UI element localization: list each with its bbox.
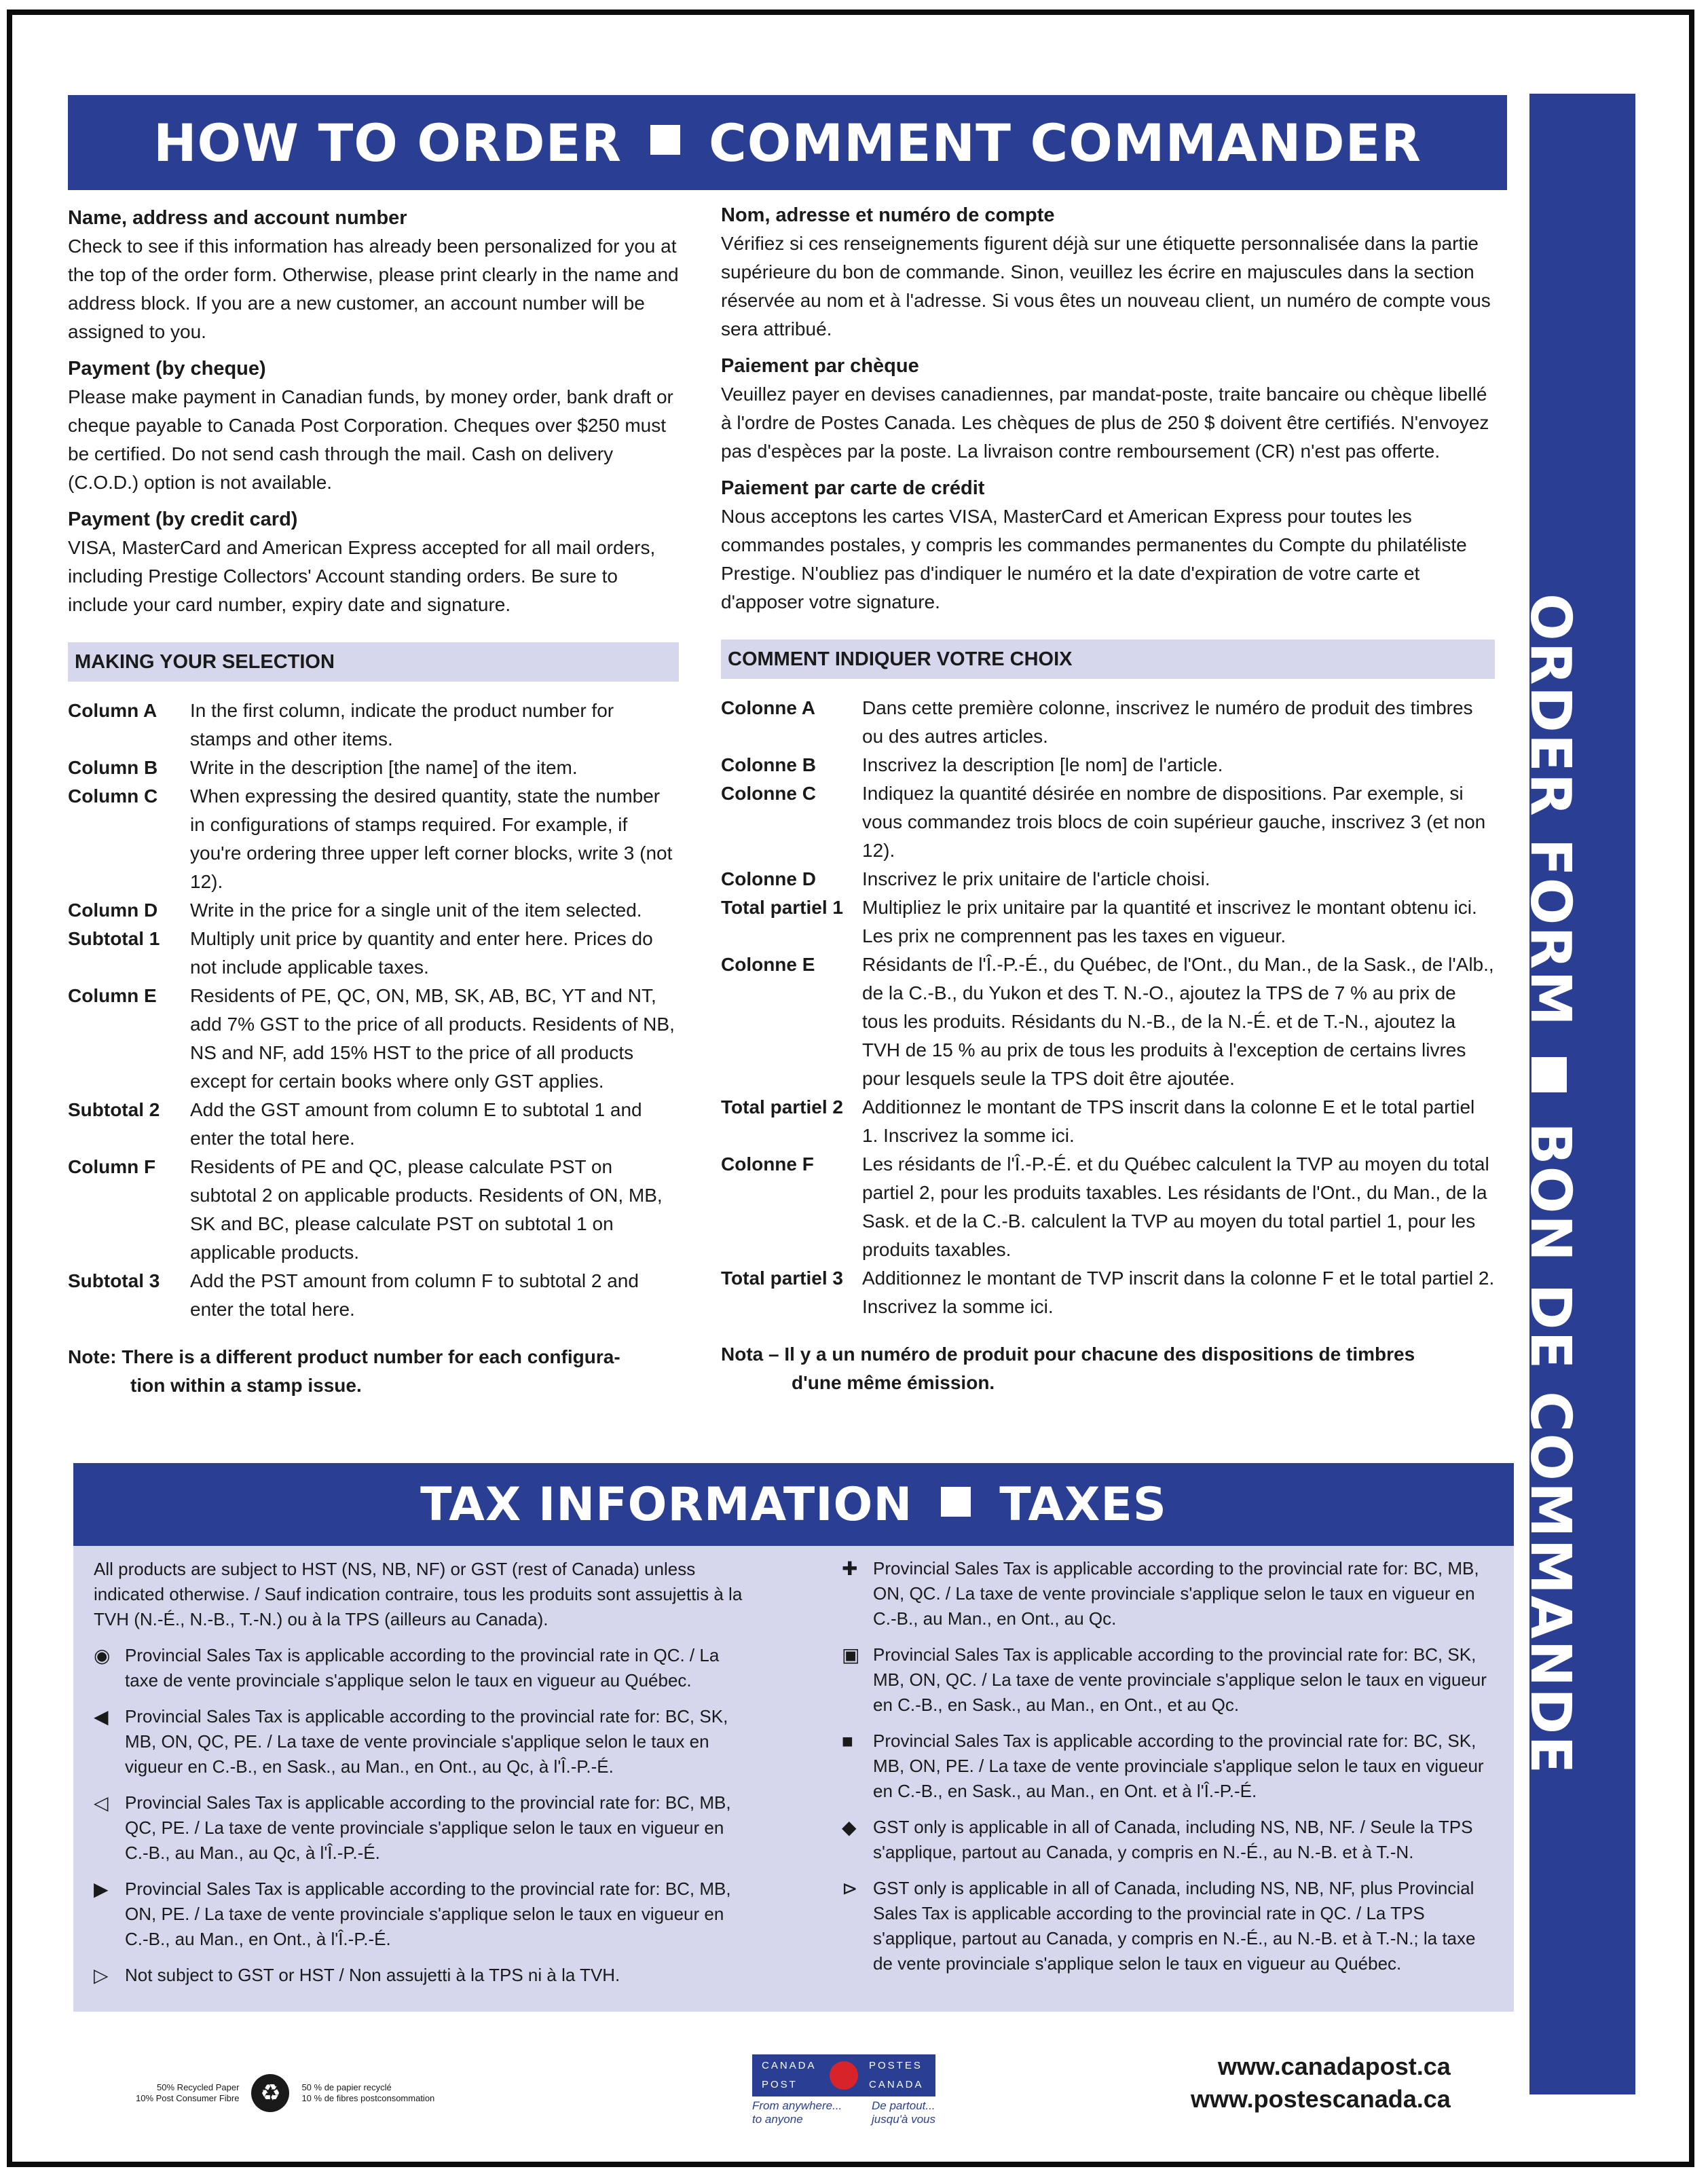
section-heading: Paiement par carte de crédit — [721, 477, 985, 499]
tax-title-en: TAX INFORMATION — [420, 1477, 913, 1532]
row-text: Additionnez le montant de TVP inscrit dans la colonne F et le total partiel 2. Inscrivez la somme ici. — [862, 1268, 1495, 1317]
tax-legend-right — [842, 1556, 1493, 1987]
tax-legend-text: GST only is applicable in all of Canada, including NS, NB, NF, plus Provincial Sales Tax is applicable according to the provincial rate in QC. / La TPS s'applique, partout au Canada, y compris en N.-É., au N.-B. et à T.-N.; la taxe de vente provinciale s'applique selon le taux en vigueur au Québec. — [873, 1878, 1476, 1974]
row-text: Les résidants de l'Î.-P.-É. et du Québec calculent la TVP au moyen du total partiel 2, pour les produits taxables. Les résidants de l'Ont., du Man., de la Sask. et de la C.-B. calculent la TVP au moyen du total partiel 1, pour les produits taxables. — [862, 1153, 1489, 1260]
row-label: Total partiel 3 — [721, 1268, 843, 1289]
circle-dot-icon: ◉ — [94, 1645, 111, 1666]
row-text: Add the GST amount from column E to subtotal 1 and enter the total here. — [190, 1099, 642, 1149]
instruction-row — [68, 697, 679, 754]
section-heading: Payment (by credit card) — [68, 509, 298, 530]
instruction-row — [721, 751, 1495, 779]
tax-legend-text: GST only is applicable in all of Canada, including NS, NB, NF. / Seule la TPS s'applique, partout au Canada, y compris en N.-É., au N.-B. et à T.-N. — [873, 1817, 1473, 1862]
tax-legend-text: Provincial Sales Tax is applicable according to the provincial rate for: BC, SK, MB, ON, PE. / La taxe de vente provinciale s'applique selon le taux en vigueur en C.-B., en Sask., au Man., en Ont. et à l'Î.-P.-É. — [873, 1731, 1484, 1801]
section-heading: Name, address and account number — [68, 207, 407, 229]
row-text: Residents of PE and QC, please calculate PST on subtotal 2 on applicable products. Residents of ON, MB, SK and BC, please calculate PST on subtotal 1 on applicable products. — [190, 1156, 663, 1263]
section-body: Nous acceptons les cartes VISA, MasterCard et American Express pour toutes les commandes postales, y compris les commandes permanentes du Compte du philatéliste Prestige. N'oubliez pas d'indiquer le numéro et la date d'expiration de votre carte et d'apposer votre signature. — [721, 506, 1467, 612]
square-separator-icon — [1531, 1057, 1567, 1092]
row-text: Additionnez le montant de TPS inscrit dans la colonne E et le total partiel 1. Inscrivez la somme ici. — [862, 1096, 1475, 1146]
row-text: Write in the description [the name] of the item. — [190, 757, 578, 778]
banner-title-fr: COMMENT COMMANDER — [709, 112, 1422, 173]
product-number-note — [721, 1340, 1495, 1397]
section-body: VISA, MasterCard and American Express accepted for all mail orders, including Prestige Collectors' Account standing orders. Be sure to include your card number, expiry date and signature. — [68, 537, 656, 615]
section-heading: Payment (by cheque) — [68, 358, 266, 380]
row-label: Colonne E — [721, 954, 815, 975]
row-text: Multipliez le prix unitaire par la quantité et inscrivez le montant obtenu ici. Les prix ne comprennent pas les taxes en vigueur. — [862, 897, 1477, 946]
solid-square-icon: ■ — [842, 1731, 853, 1752]
tax-legend-text: Provincial Sales Tax is applicable according to the provincial rate in QC. / La taxe de vente provinciale s'applique selon le taux en vigueur au Québec. — [125, 1645, 720, 1691]
instruction-row — [721, 694, 1495, 751]
url-en-link[interactable]: www.canadapost.ca — [1218, 2052, 1451, 2080]
note-line: Nota – Il y a un numéro de produit pour chacune des dispositions de timbres — [721, 1344, 1415, 1365]
tax-title-fr: TAXES — [999, 1477, 1167, 1532]
tax-legend-item — [842, 1729, 1493, 1804]
tax-legend-item — [94, 1643, 745, 1693]
tax-legend-item — [94, 1963, 745, 1988]
row-label: Column F — [68, 1156, 156, 1177]
diamond-icon: ◆ — [842, 1817, 857, 1838]
tax-legend-item — [842, 1876, 1493, 1976]
section-body: Please make payment in Canadian funds, by money order, bank draft or cheque payable to Canada Post Corporation. Cheques over $250 must be certified. Do not send cash through the mail. Cash on delivery (C.O.D.) option is not available. — [68, 386, 673, 493]
recycled-text-fr — [301, 2082, 434, 2104]
instruction-row — [721, 1093, 1495, 1150]
outline-left-triangle-icon: ◁ — [94, 1792, 109, 1813]
recycle-icon: ♻ — [251, 2074, 289, 2112]
row-label: Subtotal 1 — [68, 928, 160, 949]
instruction-row — [68, 1267, 679, 1324]
canada-post-logo — [752, 2054, 935, 2126]
row-text: Inscrivez la description [le nom] de l'article. — [862, 754, 1223, 775]
banner-title-en: HOW TO ORDER — [153, 112, 622, 173]
row-text: Inscrivez le prix unitaire de l'article choisi. — [862, 868, 1210, 889]
section-body: Veuillez payer en devises canadiennes, par mandat-poste, traite bancaire ou chèque libellé à l'ordre de Postes Canada. Les chèques de plus de 250 $ doivent être certifiés. N'envoyez pas d'espèces par la poste. La livraison contre remboursement (CR) n'est pas offerte. — [721, 384, 1489, 462]
tagline-line: De partout... — [872, 2099, 935, 2112]
row-label: Column D — [68, 900, 158, 921]
recycled-line: 10% Post Consumer Fibre — [136, 2093, 240, 2103]
url-fr-link[interactable]: www.postescanada.ca — [1191, 2085, 1451, 2113]
logo-word: POST — [762, 2079, 798, 2090]
instruction-row — [68, 1096, 679, 1153]
row-label: Total partiel 2 — [721, 1096, 843, 1117]
recycled-text-en — [136, 2082, 239, 2104]
solid-left-triangle-icon: ◀ — [94, 1706, 109, 1727]
canada-post-emblem-icon — [830, 2061, 858, 2090]
tax-legend-text: Provincial Sales Tax is applicable according to the provincial rate for: BC, MB, ON, PE. / La taxe de vente provinciale s'applique selon le taux en vigueur en C.-B., au Man., en Ont., à l'Î.-P.-É. — [125, 1879, 731, 1949]
side-banner-title-fr: BON DE COMMANDE — [1518, 1122, 1582, 1775]
tax-intro: All products are subject to HST (NS, NB, NF) or GST (rest of Canada) unless indicated otherwise. / Sauf indication contraire, tous les produits sont assujettis à la TVH (N.-É., N.-B., T.-N.) ou à la TPS (ailleurs au Canada). — [94, 1559, 743, 1629]
solid-right-triangle-icon: ▶ — [94, 1879, 109, 1900]
note-line: Note: There is a different product number for each configura- — [68, 1346, 620, 1367]
tagline-line: From anywhere... — [752, 2099, 842, 2112]
instruction-row — [68, 896, 679, 925]
instruction-row — [721, 865, 1495, 893]
instruction-row — [68, 782, 679, 896]
square-separator-icon — [941, 1487, 971, 1517]
tax-legend-item — [842, 1556, 1493, 1631]
logo-word: POSTES — [869, 2060, 923, 2071]
plus-icon: ✚ — [842, 1558, 858, 1579]
section-heading: Nom, adresse et numéro de compte — [721, 204, 1055, 226]
english-instructions — [68, 204, 679, 1400]
square-dot-icon: ▣ — [842, 1644, 860, 1665]
square-separator-icon — [650, 125, 680, 155]
side-banner-title — [1518, 593, 1582, 1775]
selection-heading: MAKING YOUR SELECTION — [68, 642, 679, 682]
row-label: Colonne B — [721, 754, 816, 775]
tax-legend-text: Provincial Sales Tax is applicable according to the provincial rate for: BC, SK, MB, ON, QC. / La taxe de vente provinciale s'applique selon le taux en vigueur en C.-B., en Sask., au Man., en Ont., et au Qc. — [873, 1644, 1487, 1715]
row-label: Column A — [68, 700, 157, 721]
tax-legend-text: Not subject to GST or HST / Non assujetti à la TPS ni à la TVH. — [125, 1965, 620, 1985]
row-label: Colonne D — [721, 868, 816, 889]
instruction-row — [721, 950, 1495, 1093]
recycled-paper-notice — [136, 2074, 434, 2112]
recycled-line: 50% Recycled Paper — [157, 2082, 240, 2092]
recycled-line: 10 % de fibres postconsommation — [301, 2093, 435, 2103]
instruction-row — [721, 1150, 1495, 1264]
product-number-note — [68, 1343, 679, 1400]
tax-legend-item — [842, 1815, 1493, 1865]
row-label: Subtotal 3 — [68, 1270, 160, 1291]
tax-legend-text: Provincial Sales Tax is applicable according to the provincial rate for: BC, SK, MB, ON, QC, PE. / La taxe de vente provinciale s'applique selon le taux en vigueur en C.-B., en Sask., au Man., en Ont., au Qc, à l'Î.-P.-É. — [125, 1706, 728, 1777]
row-label: Total partiel 1 — [721, 897, 843, 918]
outline-right-triangle-bar-icon: ⊳ — [842, 1878, 858, 1899]
row-text: In the first column, indicate the product number for stamps and other items. — [190, 700, 614, 750]
row-text: Residents of PE, QC, ON, MB, SK, AB, BC, YT and NT, add 7% GST to the price of all products. Residents of NB, NS and NF, add 15% HST to the price of all products except for certain books where only GST applies. — [190, 985, 675, 1092]
note-line: d'une même émission. — [792, 1372, 995, 1393]
section-heading: Paiement par chèque — [721, 355, 919, 377]
french-instructions — [721, 201, 1495, 1397]
row-label: Colonne C — [721, 783, 816, 804]
row-label: Subtotal 2 — [68, 1099, 160, 1120]
row-label: Column C — [68, 786, 158, 807]
instruction-row — [721, 779, 1495, 865]
selection-heading: COMMENT INDIQUER VOTRE CHOIX — [721, 640, 1495, 679]
instruction-row — [721, 1264, 1495, 1321]
logo-box — [752, 2054, 935, 2096]
instruction-row — [68, 754, 679, 782]
side-banner-title-en: ORDER FORM — [1518, 593, 1582, 1028]
row-text: Résidants de l'Î.-P.-É., du Québec, de l'Ont., du Man., de la Sask., de l'Alb., de la C.-B., du Yukon et des T. N.-O., ajoutez la TPS de 7 % au prix de tous les produits. Résidants du N.-B., de la N.-É. et de T.-N., ajoutez la TVH de 15 % au prix de tous les produits à l'exception de certains livres pour lesquels seule la TPS doit être ajoutée. — [862, 954, 1494, 1089]
row-text: Add the PST amount from column F to subtotal 2 and enter the total here. — [190, 1270, 639, 1320]
tagline-fr — [872, 2099, 935, 2126]
instruction-row — [68, 1153, 679, 1267]
row-text: Multiply unit price by quantity and enter here. Prices do not include applicable taxes. — [190, 928, 653, 978]
row-text: Indiquez la quantité désirée en nombre de dispositions. Par exemple, si vous commandez trois blocs de coin supérieur gauche, inscrivez 3 (et non 12). — [862, 783, 1486, 861]
row-label: Colonne A — [721, 697, 815, 718]
logo-tagline — [752, 2099, 935, 2126]
tax-information-banner — [73, 1463, 1514, 1546]
tagline-line: to anyone — [752, 2113, 803, 2126]
logo-word: CANADA — [869, 2079, 924, 2090]
tax-legend-item — [842, 1642, 1493, 1718]
tagline-line: jusqu'à vous — [872, 2113, 935, 2126]
how-to-order-banner — [68, 95, 1507, 190]
tax-legend-text: Provincial Sales Tax is applicable according to the provincial rate for: BC, MB, QC, PE. / La taxe de vente provinciale s'applique selon le taux en vigueur en C.-B., au Man., au Qc, à l'Î.-P.-É. — [125, 1792, 731, 1863]
tagline-en — [752, 2099, 842, 2126]
row-label: Column B — [68, 757, 158, 778]
outline-right-triangle-icon: ▷ — [94, 1965, 109, 1986]
row-label: Colonne F — [721, 1153, 814, 1175]
tax-legend-item — [94, 1790, 745, 1866]
row-text: Write in the price for a single unit of the item selected. — [190, 900, 642, 921]
row-label: Column E — [68, 985, 157, 1006]
row-text: When expressing the desired quantity, state the number in configurations of stamps required. For example, if you're ordering three upper left corner blocks, write 3 (not 12). — [190, 786, 673, 892]
logo-word: CANADA — [762, 2060, 817, 2071]
instruction-row — [68, 925, 679, 982]
section-body: Vérifiez si ces renseignements figurent déjà sur une étiquette personnalisée dans la partie supérieure du bon de commande. Sinon, veuillez les écrire en majuscules dans la section réservée au nom et à l'adresse. Si vous êtes un nouveau client, un numéro de compte vous sera attribué. — [721, 233, 1491, 339]
tax-legend-item — [94, 1877, 745, 1952]
instruction-row — [721, 893, 1495, 950]
tax-legend-item — [94, 1704, 745, 1779]
tax-legend-text: Provincial Sales Tax is applicable according to the provincial rate for: BC, MB, ON, QC. / La taxe de vente provinciale s'applique selon le taux en vigueur en C.-B., au Man., en Ont., au Qc. — [873, 1558, 1479, 1629]
recycled-line: 50 % de papier recyclé — [301, 2082, 392, 2092]
note-line: tion within a stamp issue. — [130, 1375, 362, 1396]
instruction-row — [68, 982, 679, 1096]
row-text: Dans cette première colonne, inscrivez le numéro de produit des timbres ou des autres articles. — [862, 697, 1473, 747]
tax-legend-left — [94, 1557, 745, 1999]
website-links — [1191, 2050, 1451, 2116]
section-body: Check to see if this information has already been personalized for you at the top of the order form. Otherwise, please print clearly in the name and address block. If you are a new customer, an account number will be assigned to you. — [68, 236, 679, 342]
